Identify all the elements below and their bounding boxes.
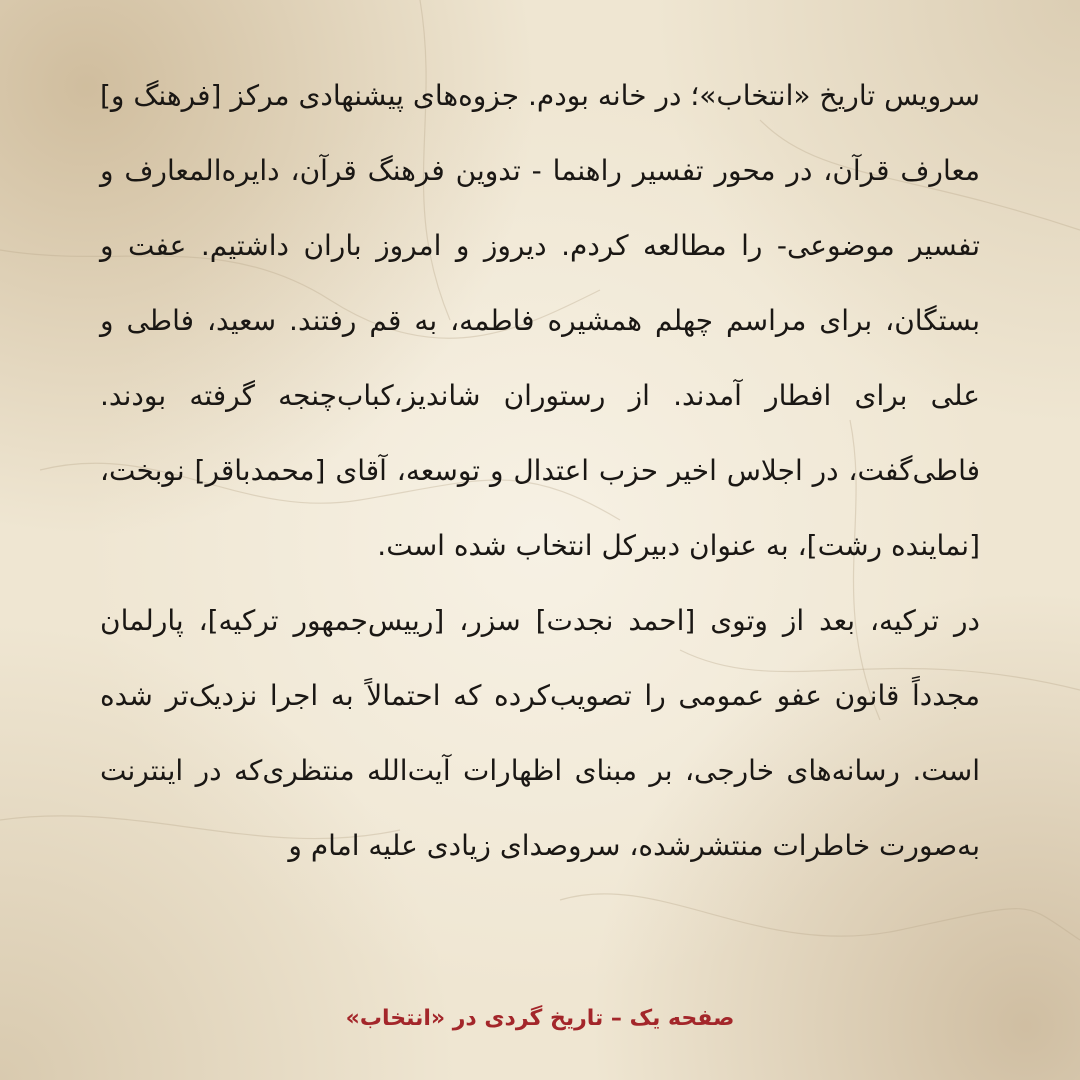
article-body xyxy=(100,58,980,883)
paragraph-2: در ترکیه، بعد از وتوی [احمد نجدت] سزر، [رییس‌جمهور ترکیه]، پارلمان مجدداً قانون عفو عمومی را تصویب‌کرده که احتمالاً به اجرا نزدیک‌تر شده است. رسانه‌های خارجی، بر مبنای اظهارات آیت‌الله منتظری‌که در اینترنت به‌صورت خاطرات منتشرشده، سروصدای زیادی علیه امام و xyxy=(100,604,980,862)
page-footer-caption: صفحه یک – تاریخ گردی در «انتخاب» xyxy=(345,1006,735,1031)
paragraph-1: سرویس تاریخ «انتخاب»؛ در خانه بودم. جزوه‌های پیشنهادی مرکز [فرهنگ و] معارف قرآن، در محور تفسیر راهنما - تدوین فرهنگ قرآن، دایره‌المعارف و تفسیر موضوعی- را مطالعه کردم. دیروز و امروز باران داشتیم. عفت و بستگان، برای مراسم چهلم همشیره فاطمه، به قم رفتند. سعید، فاطی و علی برای افطار آمدند. از رستوران شاندیز،کباب‌چنجه گرفته بودند. فاطی‌گفت، در اجلاس اخیر حزب اعتدال و توسعه، آقای [محمدباقر] نوبخت، [نماینده رشت]، به عنوان دبیرکل انتخاب شده است. xyxy=(100,79,980,562)
paper-crease xyxy=(560,894,1080,940)
